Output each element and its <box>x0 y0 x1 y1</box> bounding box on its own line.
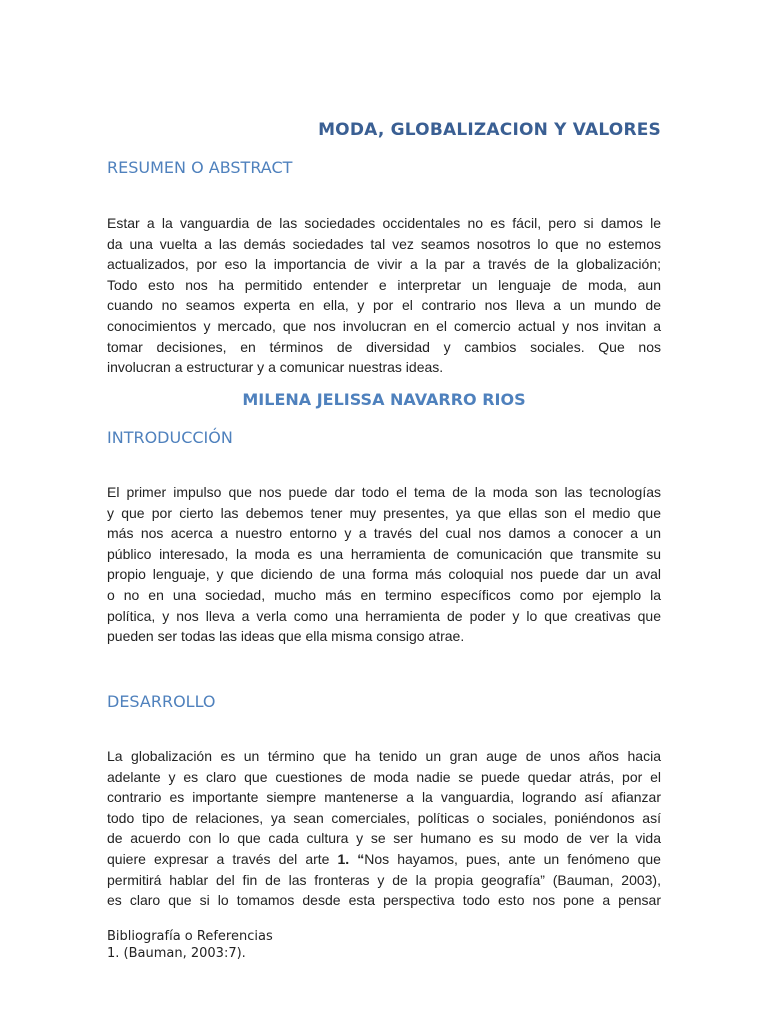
desarrollo-line: es claro que si lo tomamos desde esta perspectiva todo esto nos pone a pensar <box>107 892 661 909</box>
desarrollo-heading: DESARROLLO <box>107 692 216 711</box>
abstract-line: da una vuelta a las demás sociedades tal vez seamos nosotros lo que no estemos <box>107 235 661 252</box>
introduccion-heading: INTRODUCCIÓN <box>107 428 233 447</box>
introduccion-line: o no en una sociedad, mucho más en termino específicos como por ejemplo la <box>107 586 661 603</box>
desarrollo-paragraph <box>107 746 661 911</box>
footnote-marker: 1. “ <box>337 850 365 867</box>
introduccion-line: público interesado, la moda es una herramienta de comunicación que transmite su <box>107 545 661 562</box>
desarrollo-line: La globalización es un término que ha tenido un gran auge de unos años hacia <box>107 748 661 764</box>
abstract-heading: RESUMEN O ABSTRACT <box>107 158 293 177</box>
desarrollo-line: contrario es importante siempre mantenerse a la vanguardia, logrando así afianzar <box>107 789 661 806</box>
desarrollo-line-end: Nos hayamos, pues, ante un fenómeno que <box>364 850 661 867</box>
desarrollo-line: de acuerdo con lo que cada cultura y se ser humano es su modo de ver la vida <box>107 830 661 847</box>
reference-item: 1. (Bauman, 2003:7). <box>107 946 246 961</box>
introduccion-line: política, y nos lleva a verla como una herramienta de poder y lo que creativas que <box>107 607 661 624</box>
introduccion-line: y que por cierto las debemos tener muy presentes, ya que ellas son el medio que <box>107 504 661 521</box>
introduccion-line: más nos acerca a nuestro entorno y a través del cual nos damos a conocer a un <box>107 525 661 542</box>
introduccion-paragraph <box>107 482 661 647</box>
desarrollo-line: todo tipo de relaciones, ya sean comerciales, políticas o sociales, poniéndonos así <box>107 809 661 826</box>
abstract-line: actualizados, por eso la importancia de vivir a la par a través de la globalización; <box>107 256 661 273</box>
desarrollo-line-footnote <box>107 849 661 870</box>
abstract-line: cuando no seamos experta en ella, y por el contrario nos lleva a un mundo de <box>107 297 661 314</box>
abstract-line: tomar decisiones, en términos de diversidad y cambios sociales. Que nos <box>107 338 661 355</box>
introduccion-line: El primer impulso que nos puede dar todo el tema de la moda son las tecnologías <box>107 484 661 500</box>
abstract-line: involucran a estructurar y a comunicar nuestras ideas. <box>107 359 444 376</box>
abstract-line: Estar a la vanguardia de las sociedades occidentales no es fácil, pero si damos le <box>107 215 661 231</box>
introduccion-line: pueden ser todas las ideas que ella misma consigo atrae. <box>107 628 465 645</box>
abstract-paragraph <box>107 213 661 378</box>
abstract-line: conocimientos y mercado, que nos involucran en el comercio actual y nos invitan a <box>107 317 661 334</box>
introduccion-line: propio lenguaje, y que diciendo de una forma más coloquial nos puede dar un aval <box>107 566 661 583</box>
document-title: MODA, GLOBALIZACION Y VALORES <box>318 120 661 140</box>
desarrollo-line-start: quiere expresar a través del arte <box>107 850 338 867</box>
desarrollo-line: permitirá hablar del fin de las fronteras y de la propia geografía” (Bauman, 2003), <box>107 871 661 888</box>
author-name: MILENA JELISSA NAVARRO RIOS <box>242 390 526 409</box>
desarrollo-line: adelante y es claro que cuestiones de moda nadie se puede quedar atrás, por el <box>107 768 661 785</box>
references-heading: Bibliografía o Referencias <box>107 929 273 944</box>
abstract-line: Todo esto nos ha permitido entender e interpretar un lenguaje de moda, aun <box>107 276 661 293</box>
